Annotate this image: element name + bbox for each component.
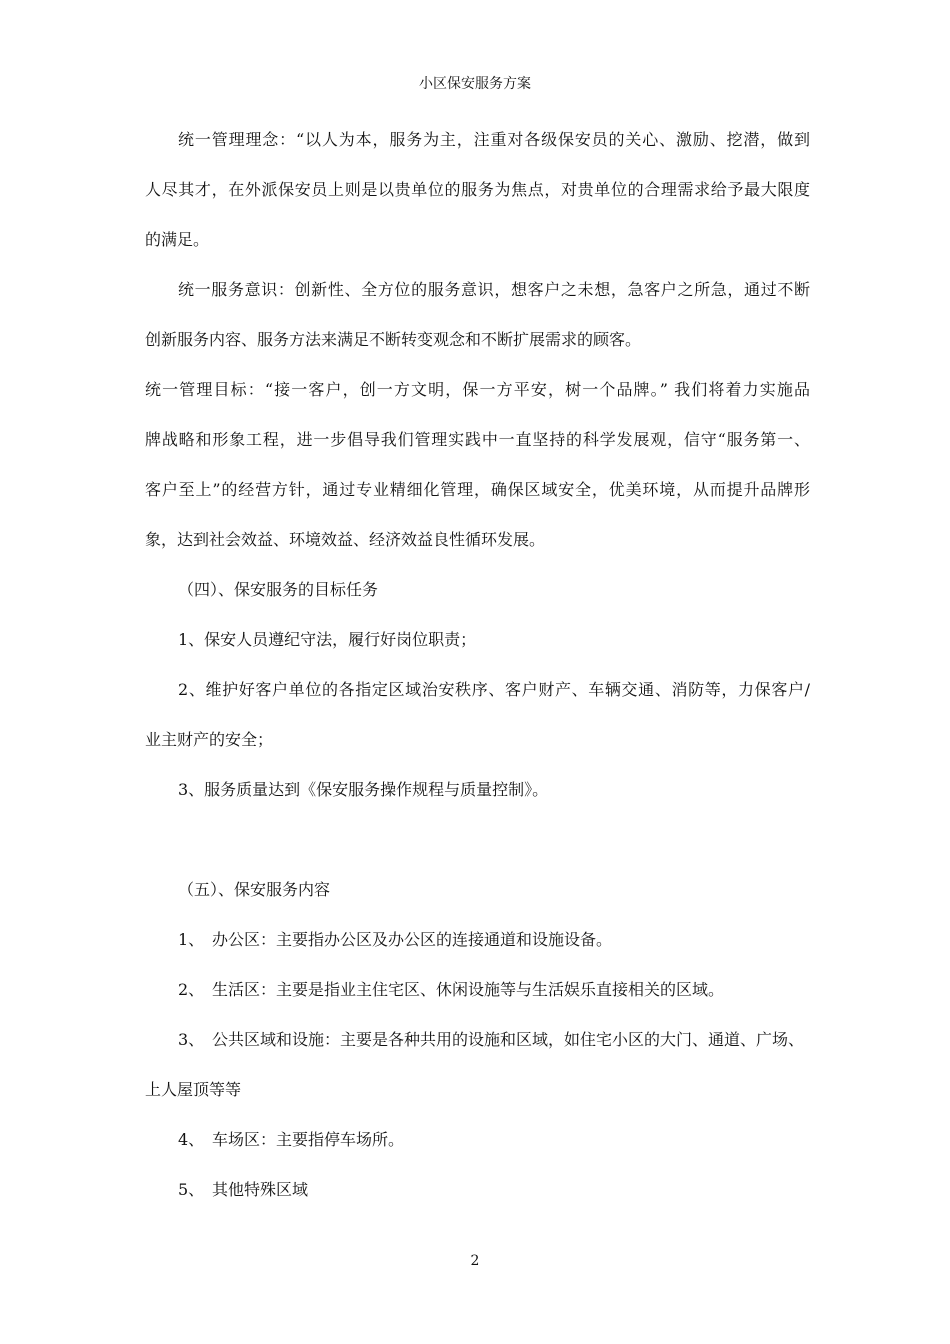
paragraph-line: 牌战略和形象工程，进一步倡导我们管理实践中一直坚持的科学发展观，信守“服务第一、 <box>145 430 810 449</box>
page-header-title: 小区保安服务方案 <box>419 76 531 92</box>
list-item-text: 车场区：主要指停车场所。 <box>212 1130 405 1149</box>
list-item-number: 2、 <box>178 980 205 999</box>
list-item-number: 5、 <box>178 1180 205 1199</box>
list-item: 2、维护好客户单位的各指定区域治安秩序、客户财产、车辆交通、消防等，力保客户/ <box>178 680 810 699</box>
paragraph-line: 人尽其才，在外派保安员上则是以贵单位的服务为焦点，对贵单位的合理需求给予最大限度 <box>145 180 810 199</box>
section-heading: （四）、保安服务的目标任务 <box>178 580 379 599</box>
list-item <box>178 1128 810 1152</box>
paragraph-line: 客户至上”的经营方针，通过专业精细化管理，确保区域安全，优美环境，从而提升品牌形 <box>145 480 810 499</box>
paragraph-line: 统一管理目标：“接一客户，创一方文明，保一方平安，树一个品牌。” 我们将着力实施品 <box>145 380 810 399</box>
paragraph-line: 统一服务意识：创新性、全方位的服务意识，想客户之未想，急客户之所急，通过不断 <box>178 280 810 299</box>
list-item <box>178 1178 810 1202</box>
list-item-continuation: 业主财产的安全； <box>145 730 274 749</box>
list-item-text: 其他特殊区域 <box>212 1180 309 1199</box>
list-item <box>178 1028 810 1052</box>
section-heading: （五）、保安服务内容 <box>178 880 331 899</box>
list-item-continuation: 上人屋顶等等 <box>145 1080 242 1099</box>
list-item-text: 公共区域和设施：主要是各种共用的设施和区域，如住宅小区的大门、通道、广场、 <box>212 1030 805 1049</box>
list-item-number: 1、 <box>178 930 205 949</box>
paragraph-line: 创新服务内容、服务方法来满足不断转变观念和不断扩展需求的顾客。 <box>145 330 642 349</box>
page-number: 2 <box>470 1253 480 1269</box>
paragraph-line: 的满足。 <box>145 230 210 249</box>
list-item: 3、服务质量达到《保安服务操作规程与质量控制》。 <box>178 780 549 799</box>
list-item: 1、保安人员遵纪守法，履行好岗位职责； <box>178 630 477 649</box>
list-item-text: 生活区：主要是指业主住宅区、休闲设施等与生活娱乐直接相关的区域。 <box>212 980 725 999</box>
paragraph-line: 统一管理理念：“以人为本，服务为主，注重对各级保安员的关心、激励、挖潜，做到 <box>178 130 810 149</box>
list-item <box>178 978 810 1002</box>
list-item <box>178 928 810 952</box>
list-item-number: 3、 <box>178 1030 205 1049</box>
list-item-text: 办公区：主要指办公区及办公区的连接通道和设施设备。 <box>212 930 613 949</box>
paragraph-line: 象，达到社会效益、环境效益、经济效益良性循环发展。 <box>145 530 546 549</box>
list-item-number: 4、 <box>178 1130 205 1149</box>
